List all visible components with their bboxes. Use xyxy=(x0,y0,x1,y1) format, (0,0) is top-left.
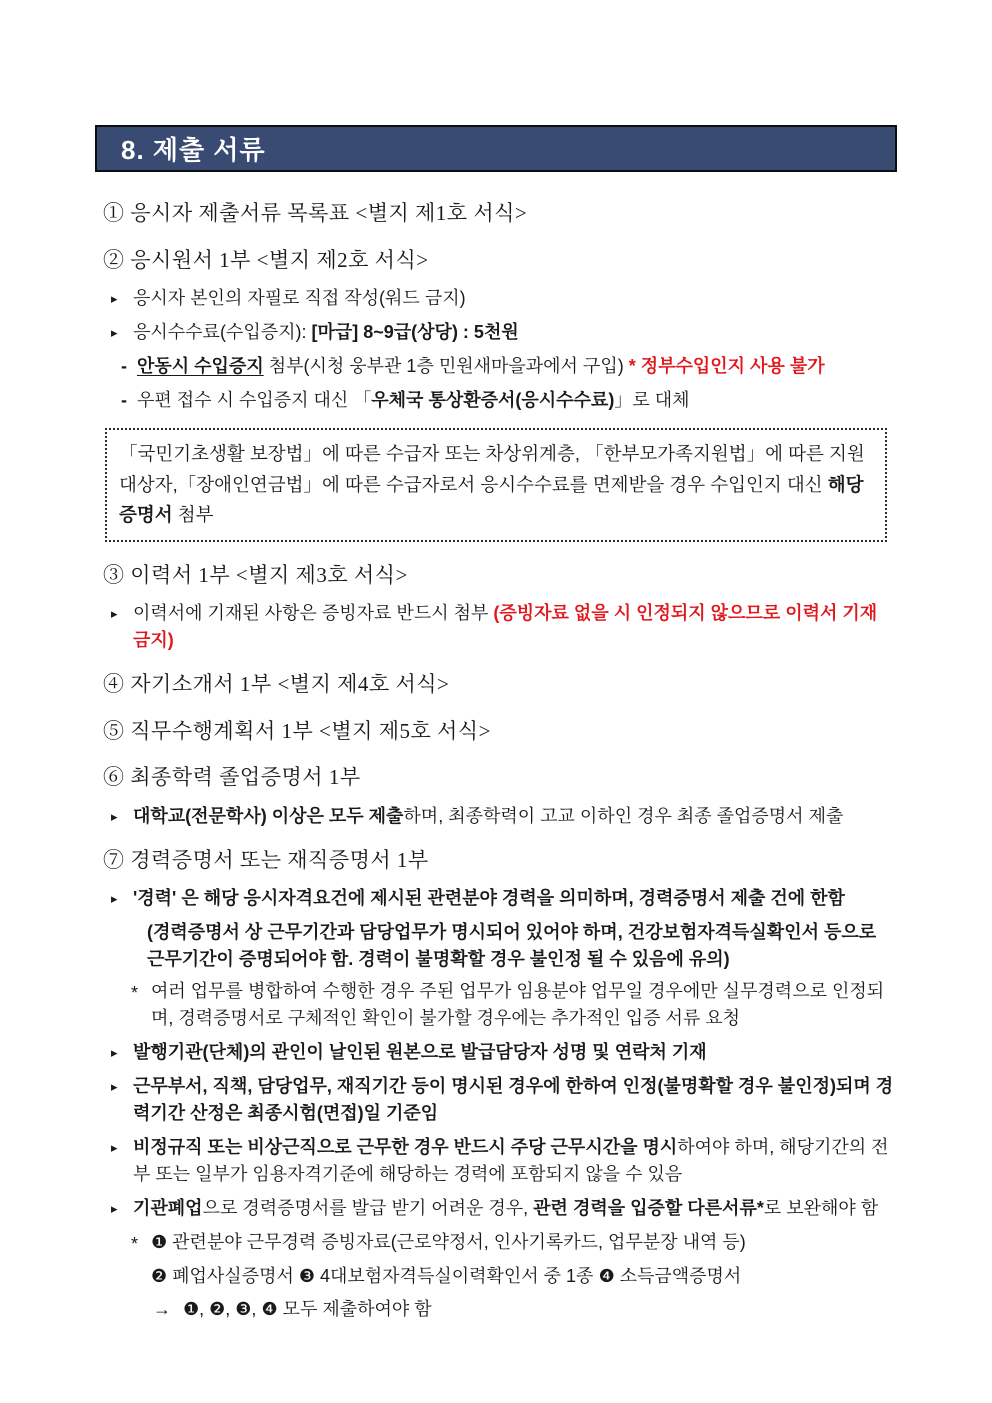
text-segment: 대학교(전문학사) 이상은 모두 제출 xyxy=(133,805,404,826)
triangle-bullet-icon: ▸ xyxy=(111,1079,118,1095)
triangle-bullet-icon: ▸ xyxy=(111,1201,118,1217)
text-segment: 로 보완해야 함 xyxy=(763,1198,879,1219)
arrow-icon: → xyxy=(153,1299,171,1320)
line-text xyxy=(103,762,897,794)
note-part-time-hours xyxy=(95,1134,897,1188)
text-segment: ⑥ 최종학력 졸업증명서 1부 xyxy=(103,765,361,790)
item-2-application-form xyxy=(103,245,897,277)
text-segment: [마급] 8~9급(상당) : 5천원 xyxy=(311,322,519,342)
line-text xyxy=(133,319,897,346)
text-segment: 이력서에 기재된 사항은 증빙자료 반드시 첨부 xyxy=(133,603,494,624)
text-segment: 비정규직 또는 비상근직으로 근무한 경우 반드시 주당 근무시간을 명시 xyxy=(133,1137,678,1158)
text-segment: 첨부(시청 웅부관 1층 민원새마을과에서 구입) xyxy=(263,356,629,376)
text-segment: ❶, ❷, ❸, ❹ 모두 제출하여야 함 xyxy=(183,1299,432,1320)
section-header-bar xyxy=(95,125,897,172)
line-text xyxy=(151,1229,897,1256)
document-body xyxy=(95,198,897,1323)
text-segment: 관련 경력을 입증할 다른서류* xyxy=(533,1198,764,1219)
note-closed-evidence-submit xyxy=(95,1296,897,1323)
text-segment: 」로 대체 xyxy=(614,390,690,410)
note-exam-fee xyxy=(95,319,897,346)
line-text xyxy=(137,353,897,380)
text-segment: 해당 증명서 xyxy=(119,473,864,526)
line-text xyxy=(151,1263,897,1290)
line-text xyxy=(119,439,873,531)
text-segment: 응시수수료(수입증지): xyxy=(133,322,312,342)
asterisk-marker: * xyxy=(131,983,139,1004)
line-text xyxy=(103,669,897,701)
line-text xyxy=(133,885,897,912)
line-text xyxy=(103,245,897,277)
line-text xyxy=(133,1195,897,1222)
line-text xyxy=(103,716,897,748)
triangle-bullet-icon: ▸ xyxy=(111,808,118,824)
line-text xyxy=(103,198,897,230)
line-text xyxy=(133,803,897,830)
triangle-bullet-icon: ▸ xyxy=(111,606,118,622)
line-text xyxy=(133,600,897,654)
note-handwritten xyxy=(95,285,897,312)
line-text xyxy=(151,978,897,1032)
line-text xyxy=(133,1039,897,1066)
item-4-self-introduction xyxy=(103,669,897,701)
item-3-resume xyxy=(103,560,897,592)
text-segment: 으로 경력증명서를 발급 받기 어려운 경우, xyxy=(202,1198,534,1219)
triangle-bullet-icon: ▸ xyxy=(111,891,118,907)
text-segment: ③ 이력서 1부 <별지 제3호 서식> xyxy=(103,562,408,587)
triangle-bullet-icon: ▸ xyxy=(111,325,118,340)
note-revenue-stamp xyxy=(95,353,897,380)
text-segment: 응시자 본인의 자필로 직접 작성(워드 금지) xyxy=(133,288,466,308)
text-segment: 하며, 최종학력이 고교 이하인 경우 최종 졸업증명서 제출 xyxy=(403,805,844,826)
note-mixed-duties xyxy=(95,978,897,1032)
note-career-definition-detail xyxy=(95,919,897,973)
text-segment: 첨부 xyxy=(172,504,214,526)
text-segment: 우편 접수 시 수입증지 대신 「 xyxy=(137,390,372,410)
line-text xyxy=(133,285,897,312)
text-segment: 기관폐업 xyxy=(133,1198,203,1219)
line-text xyxy=(147,919,897,973)
item-6-graduation-certificate xyxy=(103,762,897,794)
triangle-bullet-icon: ▸ xyxy=(111,1045,118,1061)
text-segment: 안동시 수입증지 xyxy=(137,356,264,376)
note-career-details xyxy=(95,1073,897,1127)
note-closed-evidence-2 xyxy=(95,1263,897,1290)
note-postal-submission xyxy=(95,387,897,414)
dash-marker: - xyxy=(121,390,127,410)
triangle-bullet-icon: ▸ xyxy=(111,1140,118,1156)
note-original-seal xyxy=(95,1039,897,1066)
text-segment: '경력' 은 해당 응시자격요건에 제시된 관련분야 경력을 의미하며, 경력증명서 제출 건에 한함 xyxy=(133,888,845,909)
line-text xyxy=(183,1296,897,1323)
dash-marker: - xyxy=(121,356,127,376)
text-segment: 우체국 통상환증서(응시수수료) xyxy=(371,390,615,410)
item-1-document-list xyxy=(103,198,897,230)
note-resume-evidence xyxy=(95,600,897,654)
section-title: 8. 제출 서류 xyxy=(121,135,266,165)
text-segment: 발행기관(단체)의 관인이 날인된 원본으로 발급담당자 성명 및 연락처 기재 xyxy=(133,1042,707,1063)
text-segment: (증빙자료 없을 시 인정되지 않으므로 이력서 기재 금지) xyxy=(133,603,878,651)
text-segment: ❶ 관련분야 근무경력 증빙자료(근로약정서, 인사기록카드, 업무분장 내역 등) xyxy=(151,1232,746,1253)
text-segment: ⑦ 경력증명서 또는 재직증명서 1부 xyxy=(103,847,429,872)
note-career-definition xyxy=(95,885,897,912)
line-text xyxy=(133,1134,897,1188)
text-segment: 여러 업무를 병합하여 수행한 경우 주된 업무가 임용분야 업무일 경우에만 실무경력으로 인정되며, 경력증명서로 구체적인 확인이 불가할 경우에는 추가적인 입증 서류 요청 xyxy=(151,981,885,1029)
text-segment: 하여야 하며, 해당기간의 전부 또는 일부가 임용자격기준에 해당하는 경력에 포함되지 않을 수 있음 xyxy=(133,1137,889,1185)
triangle-bullet-icon: ▸ xyxy=(111,291,118,306)
asterisk-marker: * xyxy=(131,1234,139,1255)
line-text xyxy=(103,560,897,592)
item-5-job-plan xyxy=(103,716,897,748)
fee-exemption-box xyxy=(105,428,887,542)
text-segment: 근무부서, 직책, 담당업무, 재직기간 등이 명시된 경우에 한하여 인정(불명확할 경우 불인정)되며 경력기간 산정은 최종시험(면접)일 기준임 xyxy=(133,1076,894,1124)
note-graduation-submit xyxy=(95,803,897,830)
text-segment: * 정부수입인지 사용 불가 xyxy=(628,356,825,376)
line-text xyxy=(103,845,897,877)
text-segment: ④ 자기소개서 1부 <별지 제4호 서식> xyxy=(103,672,450,697)
line-text xyxy=(137,387,897,414)
note-closed-business xyxy=(95,1195,897,1222)
text-segment: 「국민기초생활 보장법」에 따른 수급자 또는 차상위계층, 「한부모가족지원법」에 따른 지원대상자,「장애인연금법」에 따른 수급자로서 응시수수료를 면제받을 경우 수입인지 대신 xyxy=(119,443,865,495)
note-closed-evidence-1 xyxy=(95,1229,897,1258)
text-segment: ⑤ 직무수행계획서 1부 <별지 제5호 서식> xyxy=(103,718,491,743)
line-text xyxy=(133,1073,897,1127)
item-7-career-certificate xyxy=(103,845,897,877)
text-segment: ❷ 폐업사실증명서 ❸ 4대보험자격득실이력확인서 중 1종 ❹ 소득금액증명서 xyxy=(151,1266,742,1287)
text-segment: ① 응시자 제출서류 목록표 <별지 제1호 서식> xyxy=(103,201,528,225)
text-segment: ② 응시원서 1부 <별지 제2호 서식> xyxy=(103,247,429,272)
text-segment: (경력증명서 상 근무기간과 담당업무가 명시되어 있어야 하며, 건강보험자격득실확인서 등으로 근무기간이 증명되어야 함. 경력이 불명확할 경우 불인정 될 수 있음에 유의) xyxy=(147,922,877,970)
